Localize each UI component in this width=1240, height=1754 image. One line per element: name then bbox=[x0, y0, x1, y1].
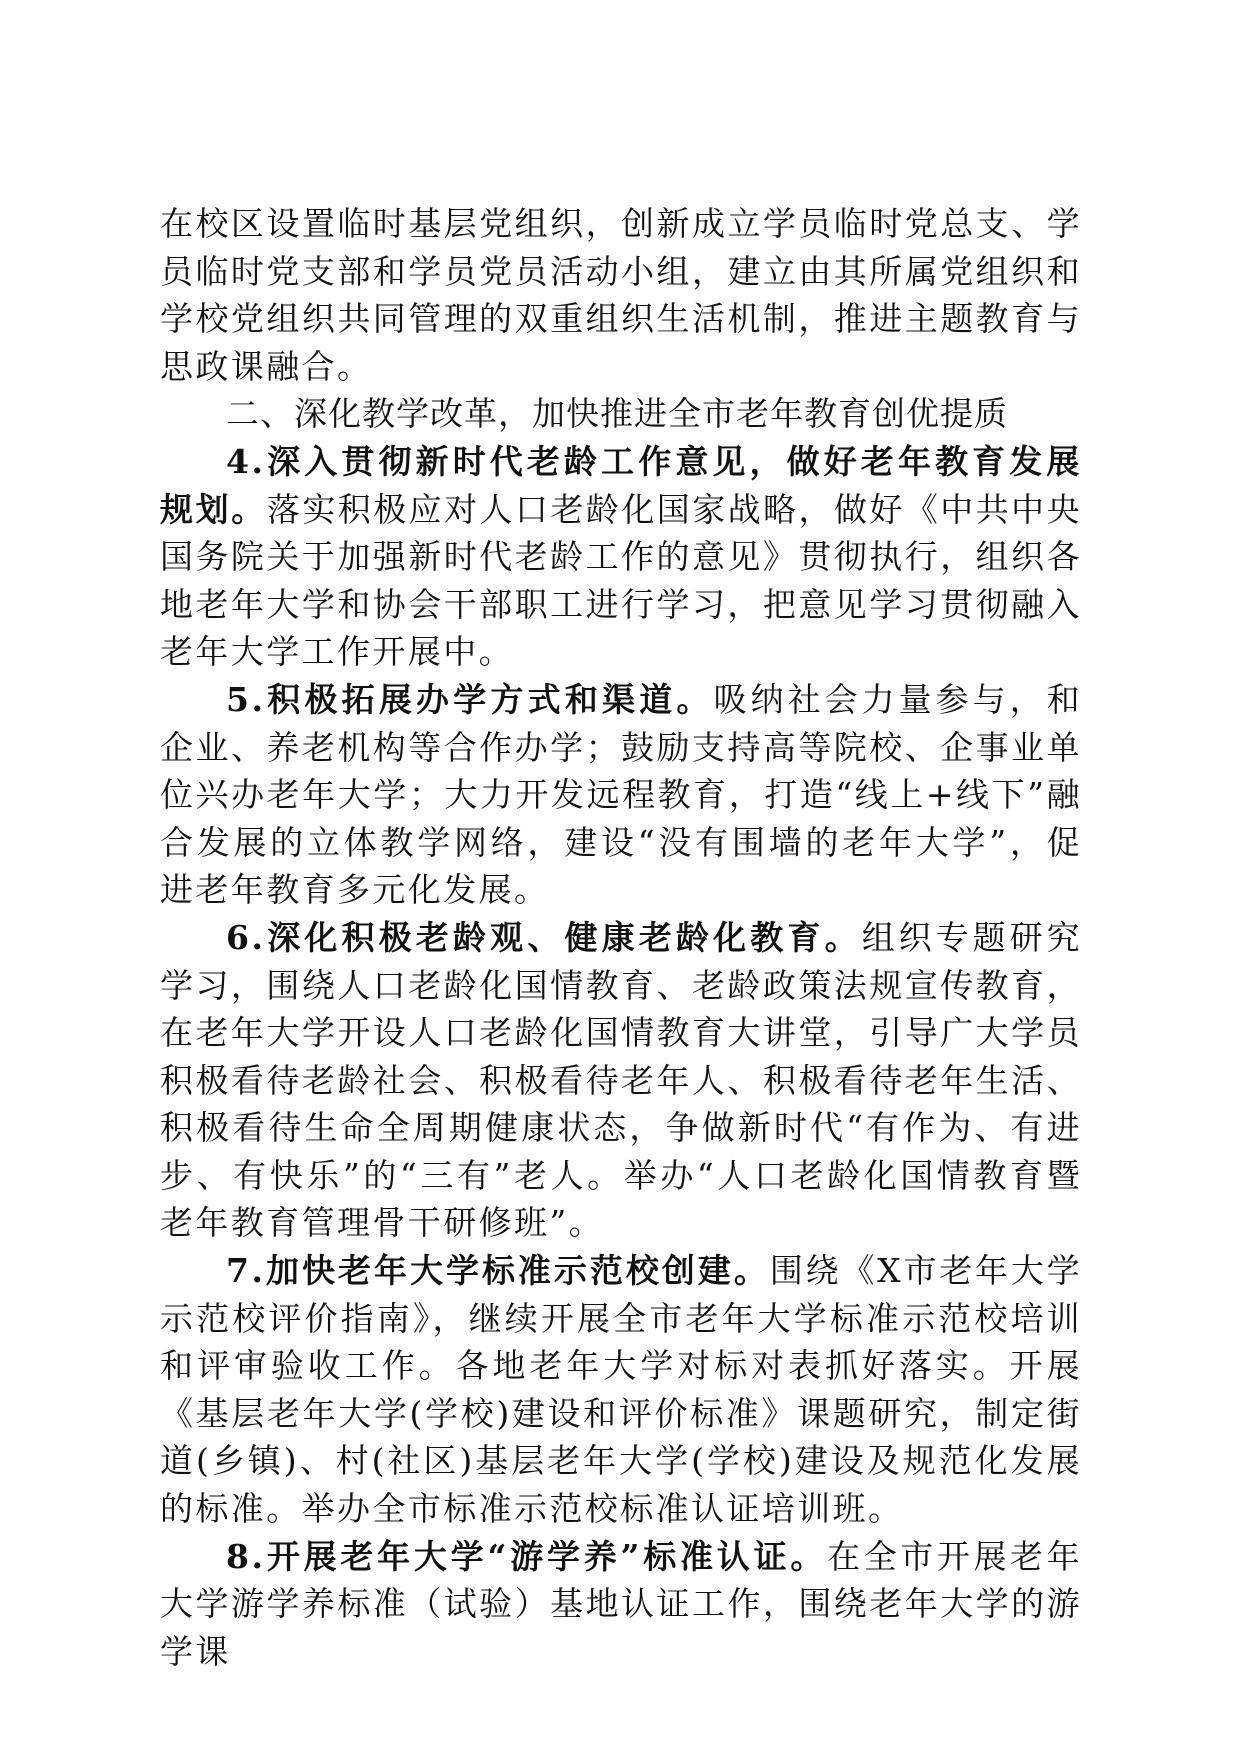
item-4-lead: 4.深入贯彻新时代老龄工作意见，做好老年教育发展规划。 bbox=[160, 441, 1082, 529]
paragraph-item-7 bbox=[160, 1247, 1082, 1533]
item-6-body: 组织专题研究学习，围绕人口老龄化国情教育、老龄政策法规宣传教育，在老年大学开设人口老龄化国情教育大讲堂，引导广大学员积极看待老龄社会、积极看待老年人、积极看待老年生活、积极看待生命全周期健康状态，争做新时代“有作为、有进步、有快乐”的“三有”老人。举办“人口老龄化国情教育暨老年教育管理骨干研修班”。 bbox=[160, 917, 1083, 1243]
item-8-lead: 8.开展老年大学“游学养”标准认证。 bbox=[226, 1536, 828, 1576]
document-page bbox=[160, 200, 1082, 1675]
paragraph-item-4 bbox=[160, 438, 1082, 676]
paragraph-party-organization bbox=[160, 200, 1082, 390]
item-7-lead: 7.加快老年大学标准示范校创建。 bbox=[226, 1251, 770, 1291]
item-5-lead: 5.积极拓展办学方式和渠道。 bbox=[226, 679, 714, 719]
item-6-lead: 6.深化积极老龄观、健康老龄化教育。 bbox=[226, 917, 862, 957]
item-4-body: 落实积极应对人口老龄化国家战略，做好《中共中央 国务院关于加强新时代老龄工作的意见》贯彻执行，组织各地老年大学和协会干部职工进行学习，把意见学习贯彻融入老年大学工作开展中。 bbox=[160, 489, 1082, 672]
paragraph-text: 在校区设置临时基层党组织，创新成立学员临时党总支、学员临时党支部和学员党员活动小组，建立由其所属党组织和学校党组织共同管理的双重组织生活机制，推进主题教育与思政课融合。 bbox=[160, 204, 1082, 386]
item-5-body: 吸纳社会力量参与，和企业、养老机构等合作办学；鼓励支持高等院校、企事业单位兴办老年大学；大力开发远程教育，打造“线上+线下”融合发展的立体教学网络，建设“没有围墙的老年大学”，促进老年教育多元化发展。 bbox=[160, 679, 1083, 910]
item-7-body: 围绕《X市老年大学示范校评价指南》，继续开展全市老年大学标准示范校培训和评审验收工作。各地老年大学对标对表抓好落实。开展《基层老年大学(学校)建设和评价标准》课题研究，制定街道(乡镇)、村(社区)基层老年大学(学校)建设及规范化发展的标准。举办全市标准示范校标准认证培训班。 bbox=[160, 1251, 1082, 1529]
item-8-body: 在全市开展老年大学游学养标准（试验）基地认证工作，围绕老年大学的游学课 bbox=[160, 1536, 1082, 1671]
section-heading-2 bbox=[160, 390, 1082, 438]
paragraph-item-8 bbox=[160, 1533, 1082, 1676]
section-title: 二、深化教学改革，加快推进全市老年教育创优提质 bbox=[226, 394, 1008, 434]
paragraph-item-6 bbox=[160, 914, 1082, 1247]
paragraph-item-5 bbox=[160, 676, 1082, 914]
